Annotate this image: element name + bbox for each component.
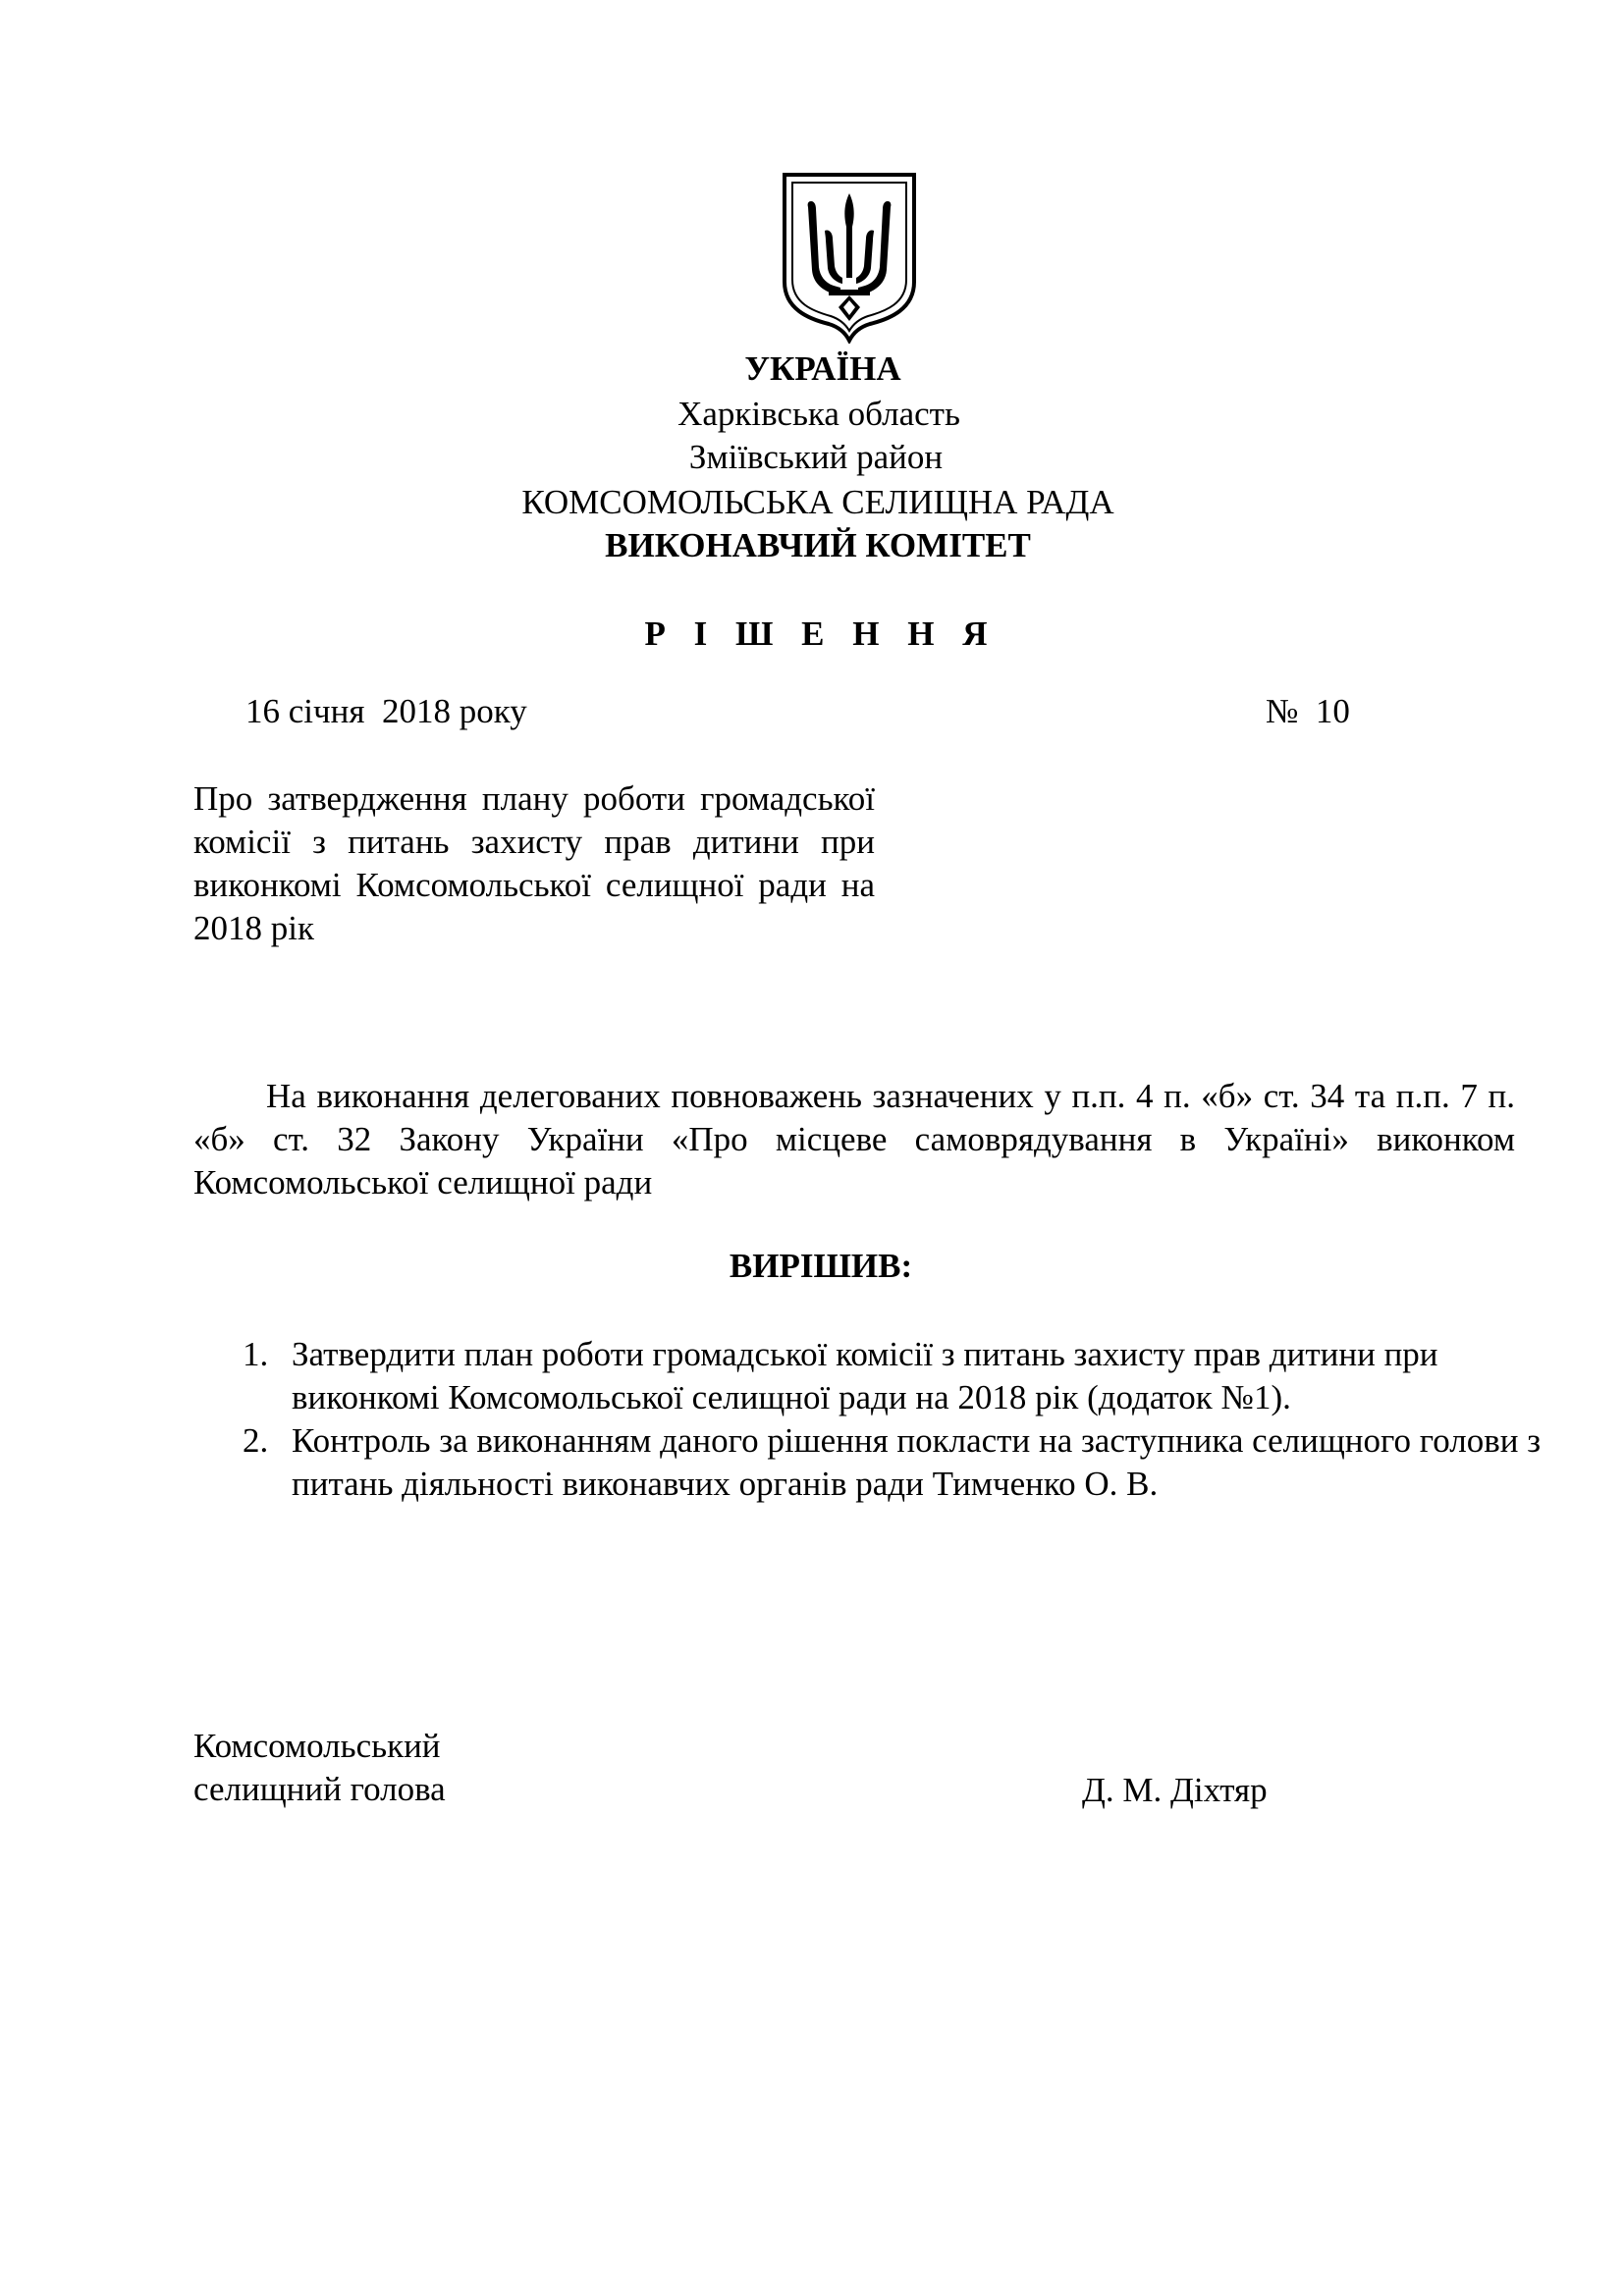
signatory-position (193, 1725, 446, 1811)
decision-number: № 10 (1266, 692, 1350, 730)
decision-item (243, 1333, 1548, 1419)
signatory-position-line: селищний голова (193, 1770, 446, 1808)
oblast-line: Харківська область (677, 395, 960, 433)
decision-item-number: 2. (243, 1421, 269, 1460)
raion-line: Зміївський район (688, 438, 944, 476)
decision-item (243, 1419, 1548, 1506)
decision-item-text: Контроль за виконанням даного рішення покласти на заступника селищного голови з питань діяльності виконавчих органів ради Тимченко О. В. (292, 1421, 1542, 1503)
signatory-name: Д. М. Діхтяр (1082, 1771, 1268, 1809)
resolved-heading: ВИРІШИВ: (729, 1247, 913, 1285)
preamble-text: На виконання делегованих повноважень зазначених у п.п. 4 п. «б» ст. 34 та п.п. 7 п. «б» ст. 32 Закону України «Про місцеве самоврядування в Україні» виконком Комсомольської селищної ради (193, 1077, 1515, 1201)
coat-of-arms-icon (782, 172, 917, 344)
preamble-paragraph (193, 1075, 1515, 1204)
decision-item-text: Затвердити план роботи громадської комісії з питань захисту прав дитини при виконкомі Комсомольської селищної ради на 2018 рік (додаток №1). (292, 1335, 1438, 1416)
decision-date: 16 січня 2018 року (245, 692, 527, 730)
decision-item-number: 1. (243, 1335, 269, 1373)
decision-items-list (243, 1333, 1548, 1506)
council-line: КОМСОМОЛЬСЬКА СЕЛИЩНА РАДА (521, 483, 1114, 521)
country-heading: УКРАЇНА (744, 349, 901, 388)
signatory-position-line: Комсомольський (193, 1727, 441, 1765)
document-title: Р І Ш Е Н Н Я (644, 614, 998, 653)
committee-line: ВИКОНАВЧИЙ КОМІТЕТ (605, 526, 1031, 564)
decision-subject: Про затвердження плану роботи громадської комісії з питань захисту прав дитини при виконкомі Комсомольської селищної ради на 2018 рік (193, 779, 875, 947)
